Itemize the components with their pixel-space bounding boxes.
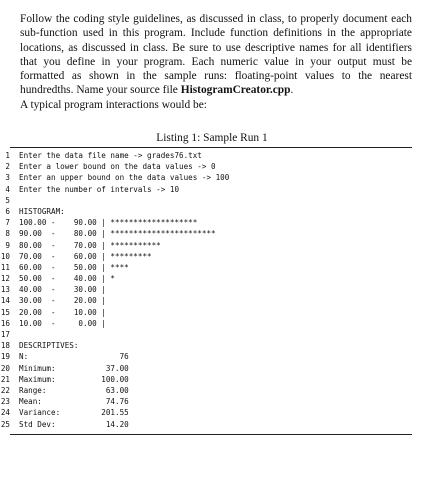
line-text: 20.00 - 10.00 | [19, 307, 106, 317]
code-line [0, 407, 424, 418]
code-line [0, 307, 424, 318]
line-number: 2 [5, 162, 10, 172]
code-line [0, 273, 424, 284]
code-line [0, 295, 424, 306]
code-line [0, 284, 424, 295]
code-line [0, 206, 424, 217]
line-text: 30.00 - 20.00 | [19, 296, 106, 306]
code-line [0, 363, 424, 374]
line-number: 6 [5, 206, 10, 216]
line-text: Enter the data file name -> grades76.txt [19, 151, 202, 160]
line-number: 13 [0, 285, 10, 295]
line-number: 5 [5, 195, 10, 205]
line-number: 10 [0, 251, 10, 261]
line-text: Range: 63.00 [19, 385, 129, 395]
line-text: 40.00 - 30.00 | [19, 285, 106, 295]
line-number: 19 [0, 352, 10, 362]
line-number: 18 [0, 341, 10, 351]
line-number: 9 [5, 240, 10, 250]
line-number: 4 [5, 184, 10, 194]
line-number: 11 [0, 262, 10, 272]
line-number: 24 [0, 408, 10, 418]
code-line [0, 419, 424, 430]
line-number: 14 [0, 296, 10, 306]
code-line [0, 318, 424, 329]
line-number: 22 [0, 385, 10, 395]
line-text: 70.00 - 60.00 | ********* [19, 251, 152, 261]
line-text: Enter an upper bound on the data values -> 100 [19, 173, 230, 183]
line-text: Enter the number of intervals -> 10 [19, 184, 180, 194]
line-text: 10.00 - 0.00 | [19, 318, 106, 328]
code-line [0, 228, 424, 239]
code-line [0, 184, 424, 195]
line-text: Minimum: 37.00 [19, 363, 129, 373]
instructions-paragraph [20, 12, 412, 112]
line-number: 8 [5, 229, 10, 239]
line-number: 1 [5, 151, 10, 160]
source-filename: HistogramCreator.cpp [180, 84, 291, 97]
instructions-closing: A typical program interactions would be: [20, 98, 207, 111]
code-line [0, 251, 424, 262]
code-line [0, 150, 424, 161]
code-line [0, 195, 424, 206]
line-number: 25 [0, 419, 10, 429]
line-text: Std Dev: 14.20 [19, 419, 129, 429]
line-text: 90.00 - 80.00 | *********************** [19, 229, 216, 239]
code-line [0, 396, 424, 407]
code-line [0, 351, 424, 362]
line-number: 15 [0, 307, 10, 317]
line-number: 23 [0, 397, 10, 407]
line-text: Enter a lower bound on the data values -> 0 [19, 162, 216, 172]
line-number: 12 [0, 274, 10, 284]
code-line [0, 217, 424, 228]
line-number: 16 [0, 318, 10, 328]
line-number: 3 [5, 173, 10, 183]
line-text: N: 76 [19, 352, 129, 362]
line-text: 100.00 - 90.00 | ******************* [19, 218, 198, 228]
instructions-text: Follow the coding style guidelines, as discussed in class, to properly document each sub-function used in this program. Include function definitions in the appropriate locations, as discussed in class. Be sure to use descriptive names for all identifiers that you define in your program. Each numeric value in your output must be formatted as shown in the sample runs: floating-point values to the nearest hundredths. Name your source file [20, 13, 412, 97]
code-line [0, 172, 424, 183]
filename-period: . [290, 84, 294, 97]
listing-caption: Listing 1: Sample Run 1 [156, 132, 268, 144]
code-line [0, 385, 424, 396]
line-text: 50.00 - 40.00 | * [19, 274, 116, 284]
line-number: 21 [0, 374, 10, 384]
line-text: Maximum: 100.00 [19, 374, 129, 384]
code-line [0, 329, 424, 340]
line-text: Mean: 74.76 [19, 397, 129, 407]
line-number: 20 [0, 363, 10, 373]
line-number: 17 [0, 330, 10, 339]
line-text: HISTOGRAM: [19, 206, 65, 216]
code-line [0, 374, 424, 385]
code-line [0, 240, 424, 251]
code-line [0, 340, 424, 351]
line-text: 80.00 - 70.00 | *********** [19, 240, 161, 250]
code-listing [0, 150, 424, 430]
listing-top-rule [10, 147, 412, 148]
line-text: Variance: 201.55 [19, 408, 129, 418]
line-text: DESCRIPTIVES: [19, 341, 79, 351]
line-number: 7 [5, 218, 10, 228]
code-line [0, 161, 424, 172]
line-text: 60.00 - 50.00 | **** [19, 262, 129, 272]
code-line [0, 262, 424, 273]
listing-bottom-rule [10, 434, 412, 435]
